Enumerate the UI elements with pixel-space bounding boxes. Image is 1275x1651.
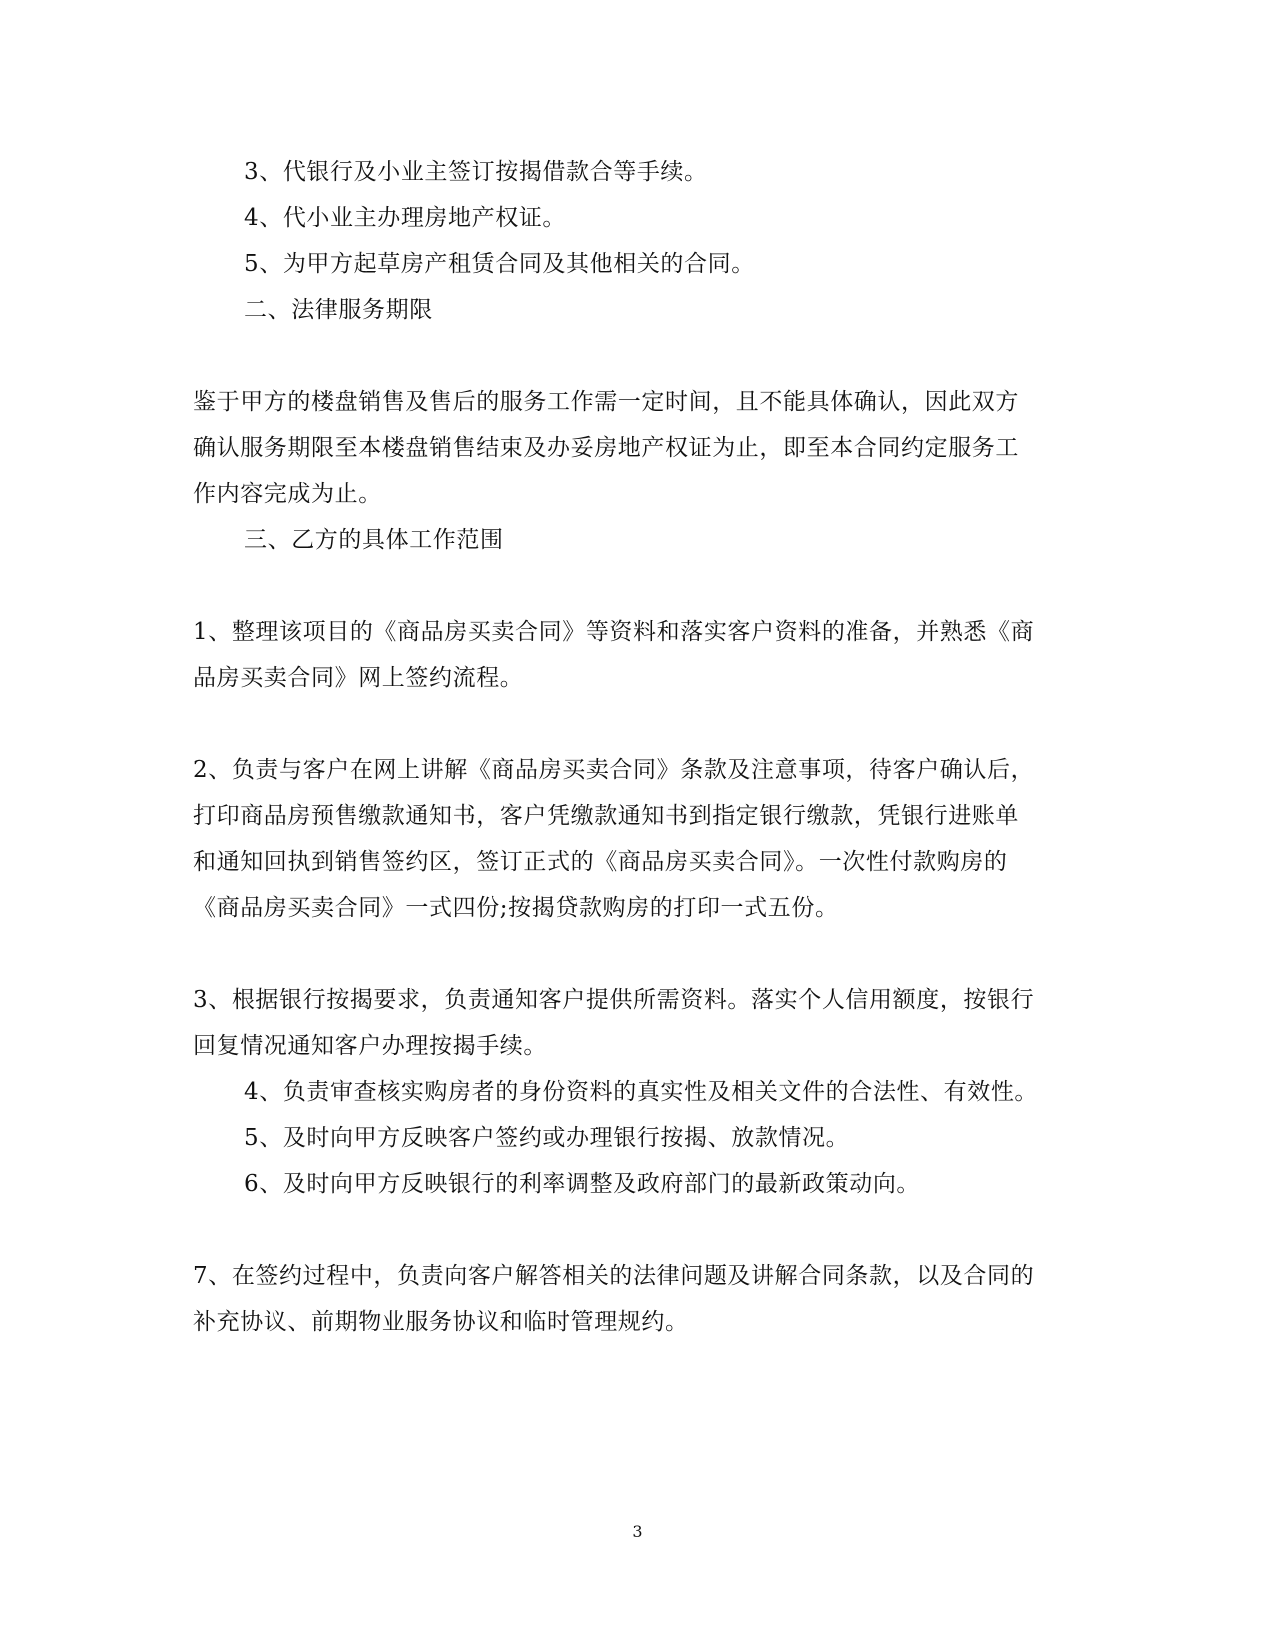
paragraph-line: 补充协议、前期物业服务协议和临时管理规约。 [193,1309,689,1335]
list-item: 3、代银行及小业主签订按揭借款合等手续。 [244,159,708,185]
paragraph-line: 确认服务期限至本楼盘销售结束及办妥房地产权证为止，即至本合同约定服务工 [193,435,1019,461]
list-item: 5、及时向甲方反映客户签约或办理银行按揭、放款情况。 [244,1125,850,1151]
paragraph-line: 鉴于甲方的楼盘销售及售后的服务工作需一定时间，且不能具体确认，因此双方 [193,389,1019,415]
list-item: 4、代小业主办理房地产权证。 [244,205,567,231]
paragraph-line: 3、根据银行按揭要求，负责通知客户提供所需资料。落实个人信用额度，按银行 [193,987,1035,1013]
list-item: 4、负责审查核实购房者的身份资料的真实性及相关文件的合法性、有效性。 [244,1079,1039,1105]
paragraph-line: 品房买卖合同》网上签约流程。 [193,665,524,691]
list-item: 6、及时向甲方反映银行的利率调整及政府部门的最新政策动向。 [244,1171,921,1197]
paragraph-line: 《商品房买卖合同》一式四份;按揭贷款购房的打印一式五份。 [193,895,839,921]
paragraph-line: 回复情况通知客户办理按揭手续。 [193,1033,547,1059]
paragraph-line: 和通知回执到销售签约区，签订正式的《商品房买卖合同》。一次性付款购房的 [193,849,1008,875]
paragraph-line: 2、负责与客户在网上讲解《商品房买卖合同》条款及注意事项，待客户确认后， [193,757,1035,783]
list-item: 5、为甲方起草房产租赁合同及其他相关的合同。 [244,251,755,277]
page-number: 3 [632,1522,643,1541]
paragraph-line: 作内容完成为止。 [193,481,382,507]
section-heading: 三、乙方的具体工作范围 [244,527,504,553]
paragraph-line: 打印商品房预售缴款通知书，客户凭缴款通知书到指定银行缴款，凭银行进账单 [193,803,1019,829]
section-heading: 二、法律服务期限 [244,297,433,323]
paragraph-line: 7、在签约过程中，负责向客户解答相关的法律问题及讲解合同条款，以及合同的 [193,1263,1035,1289]
paragraph-line: 1、整理该项目的《商品房买卖合同》等资料和落实客户资料的准备，并熟悉《商 [193,619,1035,645]
